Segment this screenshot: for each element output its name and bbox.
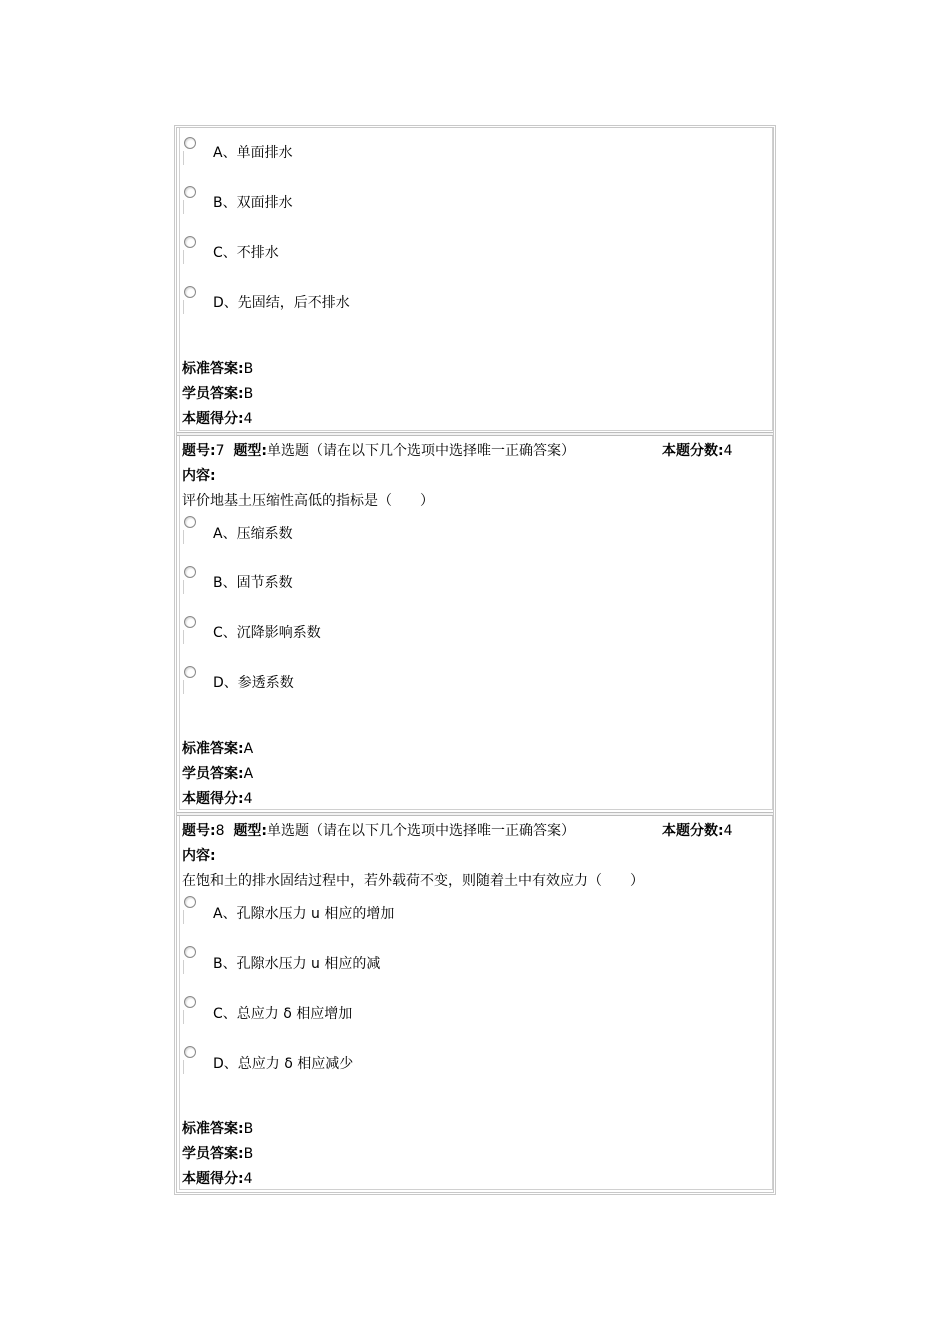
standard-answer bbox=[182, 738, 253, 758]
radio-option-b[interactable] bbox=[184, 186, 196, 198]
question-type-label: 题型: bbox=[233, 823, 268, 839]
option-label-d: D、参透系数 bbox=[213, 675, 294, 691]
option-label-c: C、沉降影响系数 bbox=[213, 625, 321, 641]
question-number-label: 题号: bbox=[182, 823, 216, 839]
question-score bbox=[182, 788, 253, 808]
question-block-8 bbox=[179, 816, 773, 1190]
question-number-value: 7 bbox=[215, 443, 225, 459]
option-label-b: B、固节系数 bbox=[213, 575, 293, 591]
question-score bbox=[182, 1168, 253, 1188]
radio-option-a[interactable] bbox=[184, 516, 196, 528]
question-score-label: 本题得分: bbox=[182, 411, 244, 427]
exam-review-frame bbox=[174, 125, 776, 1195]
student-answer bbox=[182, 763, 253, 783]
radio-option-b[interactable] bbox=[184, 566, 196, 578]
option-label-b: B、双面排水 bbox=[213, 195, 293, 211]
option-label-a: A、孔隙水压力 u 相应的增加 bbox=[213, 906, 395, 922]
option-label-c: C、总应力 δ 相应增加 bbox=[213, 1006, 353, 1022]
question-score-value: 4 bbox=[243, 1171, 253, 1187]
radio-option-d[interactable] bbox=[184, 1046, 196, 1058]
question-points bbox=[662, 440, 733, 460]
radio-option-c[interactable] bbox=[184, 236, 196, 248]
option-label-d: D、先固结，后不排水 bbox=[213, 295, 350, 311]
standard-answer bbox=[182, 358, 253, 378]
student-answer-label: 学员答案: bbox=[182, 386, 244, 402]
student-answer bbox=[182, 1143, 253, 1163]
radio-option-c[interactable] bbox=[184, 996, 196, 1008]
standard-answer-value: B bbox=[243, 1121, 254, 1137]
question-number-value: 8 bbox=[215, 823, 225, 839]
student-answer-value: B bbox=[243, 1146, 254, 1162]
question-type-value: 单选题（请在以下几个选项中选择唯一正确答案） bbox=[267, 823, 576, 839]
question-points bbox=[662, 820, 733, 840]
standard-answer bbox=[182, 1118, 253, 1138]
question-text: 在饱和土的排水固结过程中，若外载荷不变，则随着土中有效应力（ ） bbox=[182, 873, 644, 889]
question-block-6 bbox=[179, 128, 773, 431]
student-answer-value: B bbox=[243, 386, 254, 402]
question-type-label: 题型: bbox=[233, 443, 268, 459]
student-answer-label: 学员答案: bbox=[182, 766, 244, 782]
radio-option-c[interactable] bbox=[184, 616, 196, 628]
option-label-b: B、孔隙水压力 u 相应的减 bbox=[213, 956, 381, 972]
standard-answer-label: 标准答案: bbox=[182, 1121, 244, 1137]
radio-option-b[interactable] bbox=[184, 946, 196, 958]
student-answer-value: A bbox=[243, 766, 254, 782]
question-header bbox=[182, 820, 575, 840]
student-answer bbox=[182, 383, 253, 403]
question-points-label: 本题分数: bbox=[662, 823, 724, 839]
question-score-value: 4 bbox=[243, 791, 253, 807]
radio-option-a[interactable] bbox=[184, 896, 196, 908]
question-score-value: 4 bbox=[243, 411, 253, 427]
question-number-label: 题号: bbox=[182, 443, 216, 459]
radio-option-d[interactable] bbox=[184, 666, 196, 678]
question-header bbox=[182, 440, 575, 460]
question-score bbox=[182, 408, 253, 428]
standard-answer-value: B bbox=[243, 361, 254, 377]
question-points-value: 4 bbox=[723, 443, 733, 459]
standard-answer-value: A bbox=[243, 741, 254, 757]
content-label: 内容: bbox=[182, 468, 216, 484]
question-type-value: 单选题（请在以下几个选项中选择唯一正确答案） bbox=[267, 443, 576, 459]
option-label-c: C、不排水 bbox=[213, 245, 279, 261]
question-block-7 bbox=[179, 436, 773, 810]
question-score-label: 本题得分: bbox=[182, 791, 244, 807]
question-points-label: 本题分数: bbox=[662, 443, 724, 459]
option-label-a: A、压缩系数 bbox=[213, 526, 293, 542]
radio-option-a[interactable] bbox=[184, 137, 196, 149]
option-label-d: D、总应力 δ 相应减少 bbox=[213, 1056, 354, 1072]
question-text: 评价地基土压缩性高低的指标是（ ） bbox=[182, 493, 434, 509]
student-answer-label: 学员答案: bbox=[182, 1146, 244, 1162]
standard-answer-label: 标准答案: bbox=[182, 361, 244, 377]
option-label-a: A、单面排水 bbox=[213, 145, 293, 161]
standard-answer-label: 标准答案: bbox=[182, 741, 244, 757]
question-score-label: 本题得分: bbox=[182, 1171, 244, 1187]
question-points-value: 4 bbox=[723, 823, 733, 839]
content-label: 内容: bbox=[182, 848, 216, 864]
radio-option-d[interactable] bbox=[184, 286, 196, 298]
